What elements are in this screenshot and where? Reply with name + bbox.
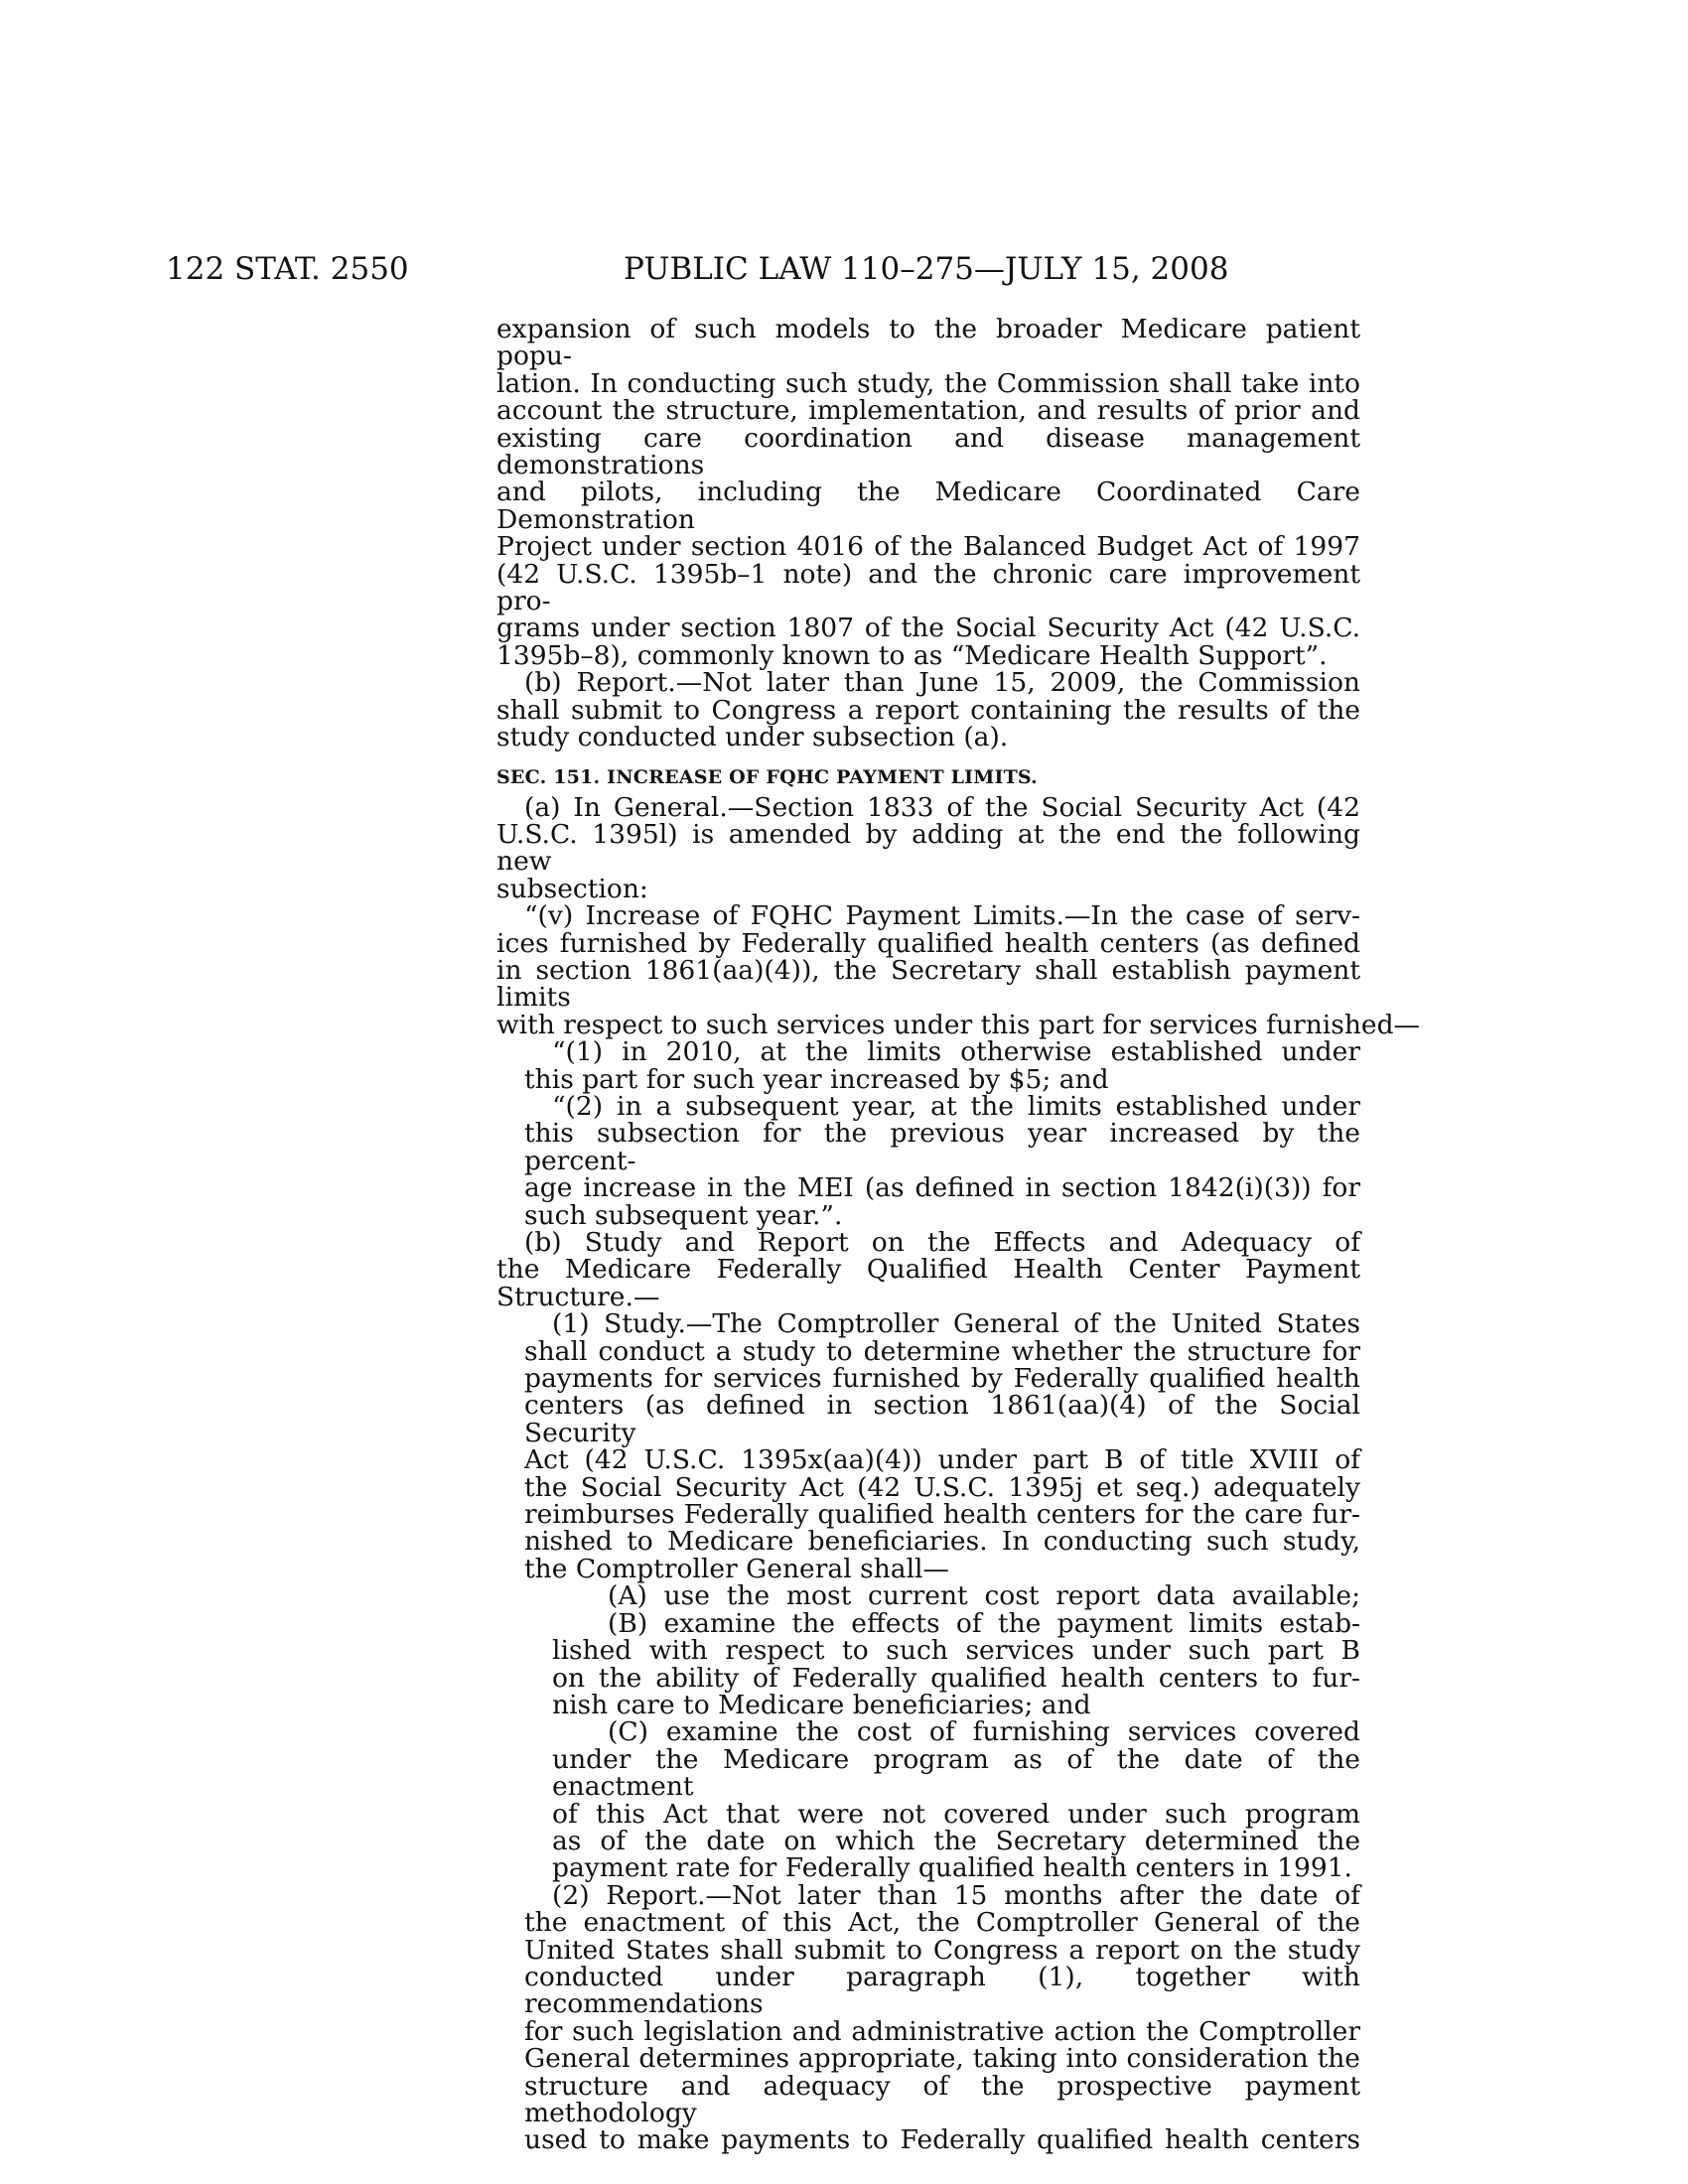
text-line: (b) Study and Report on the Effects and Adequacy of bbox=[524, 1227, 1360, 1258]
text-line: (A) use the most current cost report data available; bbox=[608, 1580, 1360, 1612]
text-line: ices furnished by Federally qualified health centers (as defined bbox=[496, 927, 1360, 959]
text-line: lation. In conducting such study, the Commission shall take into bbox=[496, 367, 1360, 399]
text-line: (C) examine the cost of furnishing services covered bbox=[608, 1716, 1360, 1748]
text-line: the Medicare Federally Qualified Health Center Payment bbox=[496, 1254, 1360, 1286]
section-heading: SEC. 151. INCREASE OF FQHC PAYMENT LIMITS. bbox=[496, 765, 1038, 788]
text-line: used to make payments to Federally qualified health centers bbox=[524, 2124, 1360, 2156]
text-line: lished with respect to such services under such part B bbox=[552, 1635, 1360, 1667]
text-line: existing care coordination and disease management demonstrations bbox=[496, 422, 1360, 481]
text-line: nish care to Medicare beneficiaries; and bbox=[552, 1689, 1091, 1720]
text-line: as of the date on which the Secretary determined the bbox=[552, 1825, 1360, 1856]
text-line: conducted under paragraph (1), together with recommendations bbox=[524, 1961, 1360, 2020]
page-running-title: PUBLIC LAW 110–275—JULY 15, 2008 bbox=[624, 251, 1229, 287]
text-line: study conducted under subsection (a). bbox=[496, 722, 1009, 753]
text-line: structure and adequacy of the prospective payment methodology bbox=[524, 2070, 1360, 2128]
text-line: the Comptroller General shall— bbox=[524, 1553, 950, 1584]
text-line: (1) Study.—The Comptroller General of the United States bbox=[552, 1308, 1360, 1340]
text-line: of this Act that were not covered under such program bbox=[552, 1798, 1360, 1830]
text-line: “(2) in a subsequent year, at the limits established under bbox=[552, 1090, 1360, 1122]
text-line: with respect to such services under this part for services furnished— bbox=[496, 1009, 1421, 1040]
text-line: (b) Report.—Not later than June 15, 2009, the Commission bbox=[524, 667, 1360, 699]
text-line: this part for such year increased by $5; and bbox=[524, 1063, 1109, 1095]
text-line: 1395b–8), commonly known to as “Medicare Health Support”. bbox=[496, 639, 1328, 671]
page-stat-number: 122 STAT. 2550 bbox=[166, 251, 409, 287]
text-line: General determines appropriate, taking into consideration the bbox=[524, 2043, 1360, 2075]
text-line: centers (as defined in section 1861(aa)(4) of the Social Security bbox=[524, 1390, 1360, 1448]
text-line: United States shall submit to Congress a report on the study bbox=[524, 1934, 1360, 1966]
text-line: (2) Report.—Not later than 15 months after the date of bbox=[552, 1879, 1360, 1911]
document-body bbox=[496, 314, 1421, 2156]
text-line: Act (42 U.S.C. 1395x(aa)(4)) under part B of title XVIII of bbox=[524, 1444, 1360, 1476]
text-line: Structure.— bbox=[496, 1281, 660, 1312]
text-line: U.S.C. 1395l) is amended by adding at the end the following new bbox=[496, 818, 1360, 878]
text-line: (B) examine the effects of the payment limits estab- bbox=[608, 1607, 1360, 1639]
text-line: such subsequent year.”. bbox=[524, 1199, 843, 1231]
text-line: grams under section 1807 of the Social Security Act (42 U.S.C. bbox=[496, 613, 1360, 644]
text-line: the Social Security Act (42 U.S.C. 1395j et seq.) adequately bbox=[524, 1471, 1360, 1503]
text-line: this subsection for the previous year increased by the percent- bbox=[524, 1118, 1360, 1176]
text-line: “(1) in 2010, at the limits otherwise established under bbox=[552, 1036, 1360, 1068]
text-line: “(v) Increase of FQHC Payment Limits.—In the case of serv- bbox=[524, 900, 1360, 932]
text-line: subsection: bbox=[496, 873, 648, 904]
text-line: under the Medicare program as of the date of the enactment bbox=[552, 1743, 1360, 1803]
text-line: expansion of such models to the broader Medicare patient popu- bbox=[496, 314, 1360, 372]
text-line: account the structure, implementation, and results of prior and bbox=[496, 395, 1360, 427]
text-line: for such legislation and administrative action the Comptroller bbox=[524, 2015, 1360, 2047]
text-line: and pilots, including the Medicare Coordinated Care Demonstration bbox=[496, 477, 1360, 535]
text-line: on the ability of Federally qualified health centers to fur- bbox=[552, 1662, 1360, 1694]
text-line: payments for services furnished by Federally qualified health bbox=[524, 1363, 1360, 1395]
text-line: reimburses Federally qualified health centers for the care fur- bbox=[524, 1499, 1360, 1531]
text-line: the enactment of this Act, the Comptroller General of the bbox=[524, 1907, 1360, 1939]
text-line: in section 1861(aa)(4)), the Secretary shall establish payment limits bbox=[496, 954, 1360, 1014]
text-line: shall submit to Congress a report containing the results of the bbox=[496, 694, 1360, 726]
text-line: payment rate for Federally qualified health centers in 1991. bbox=[552, 1852, 1352, 1884]
text-line: nished to Medicare beneficiaries. In conducting such study, bbox=[524, 1526, 1360, 1558]
text-line: (a) In General.—Section 1833 of the Social Security Act (42 bbox=[524, 791, 1360, 823]
text-line: (42 U.S.C. 1395b–1 note) and the chronic care improvement pro- bbox=[496, 558, 1360, 617]
text-line: Project under section 4016 of the Balanced Budget Act of 1997 bbox=[496, 531, 1360, 563]
text-line: shall conduct a study to determine whether the structure for bbox=[524, 1335, 1360, 1367]
text-line: age increase in the MEI (as defined in section 1842(i)(3)) for bbox=[524, 1172, 1360, 1204]
